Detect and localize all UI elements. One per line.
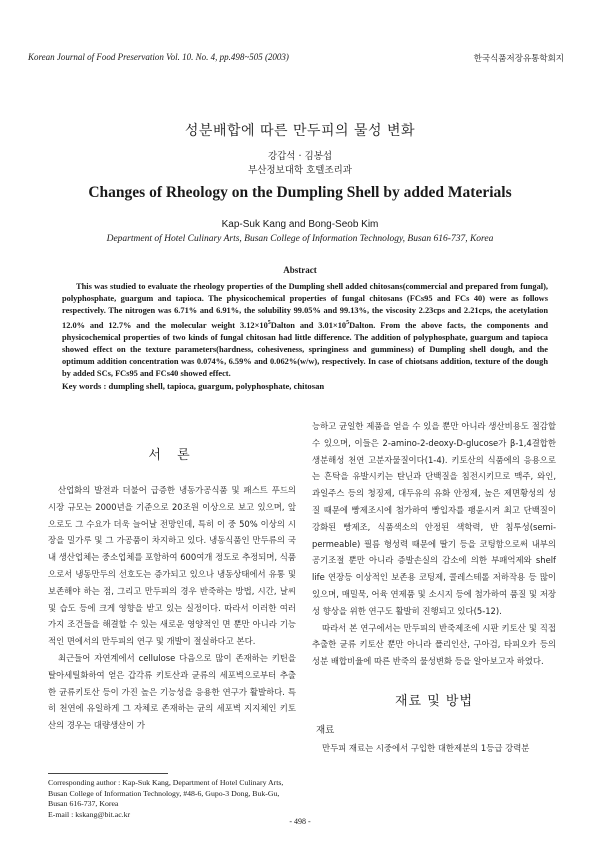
- authors-english: Kap-Suk Kang and Bong-Seob Kim: [221, 219, 379, 230]
- abstract-superscript: 5: [267, 320, 271, 327]
- paragraph: 산업화의 발전과 더불어 급증한 냉동가공식품 및 패스트 푸드의 시장 규모는 2000년을 기준으로 20조원 이상으로 보고 있으며, 앞으로도 그 수요가 더욱 늘어날 전망인데, 특히 이 중 50% 이상의 시장을 밀가루 및 그 가공품이 차지하고 있다. 냉동식품인 만두류의 국내 생산업체는 중소업체를 포함하여 600여개 정도로 추정되며, 식품으로서 냉동만두의 선호도는 증가되고 있으나 냉동상태에서 유통 및 보존해야 하는 점, 그리고 만두피의 경우 반죽하는 방법, 시간, 날씨 및 습도 등에 크게 영향을 받고 있는 실정이다. 따라서 이러한 여러 가지 조건들을 해결할 수 있는 새로운 영양적인 면 뿐만 아니라 기능적인 면에서의 만두피의 연구 및 개발이 절실하다고 본다.: [48, 485, 296, 647]
- footnote-divider: [48, 773, 168, 774]
- paragraph: 만두피 재료는 시중에서 구입한 대한제분의 1등급 강력분: [322, 743, 530, 753]
- paragraph: 따라서 본 연구에서는 만두피의 반죽제조에 시판 키토산 및 직접 추출한 균류 키토산 뿐만 아니라 폴리인산, 구아검, 타피오카 등의 성분 배합비율에 따른 반죽의 물성변화 등을 알아보고자 하였다.: [312, 622, 556, 667]
- paragraph: 능하고 균일한 제품을 얻을 수 있을 뿐만 아니라 생산비용도 절감할 수 있으며, 이들은 2-amino-2-deoxy-D-glucose가 β-1,4결합한 생분해성 천연 고분자물질이다(1-4). 키토산의 식품에의 응용으로는 흔탁을 유발시키는 탄닌과 단백질을 침전시키므로 맥주, 와인, 과일주스 등의 청징제, 대두유의 유화 안정제, 높은 제면황성의 성질 때문에 빵제조시에 첨가하여 빵입자를 팽윤시켜 최고 단백질이 강화된 빵제조, 식품색소의 안정된 색학력, 반 침투성(semi-permeable) 필름 형성력 때문에 딸기 등을 코팅함으로써 내부의 공기조절 뿐만 아니라 증발손실의 감소에 의한 부패억제와 shelf life 연장등 이상적인 보존용 코팅제, 콜레스테롤 저하작용 등 많이 있으며, 매밀묵, 어육 연제품 및 소시지 등에 첨가하여 품질 및 저장성 향상을 위한 연구도 활발히 진행되고 있다(5-12).: [312, 421, 556, 616]
- paragraph: 최근들어 자연계에서 cellulose 다음으로 많이 존재하는 키틴을 탈아세틸화하여 얻은 갑각류 키토산과 균류의 세포벽으로부터 추출한 균류키토산 등이 가진 높은 기능성을 응용한 연구가 활발하다. 특히 천연에 유일하게 그 자체로 존재하는 균의 세포벽 지지체인 키토산의 경우는 대량생산이 가: [48, 652, 296, 731]
- footnote-text: Corresponding author : Kap-Suk Kang, Department of Hotel Culinary Arts, Busan College of Information Technology, #48-6, Gupo-3 Dong, Buk-Gu, Busan 616-737, Korea: [48, 778, 284, 809]
- affiliation-english: Department of Hotel Culinary Arts, Busan College of Information Technology, Busan 616-737, Korea: [106, 234, 494, 244]
- title-korean: 성분배합에 따른 만두피의 물성 변화: [184, 123, 416, 139]
- abstract-text: [62, 281, 548, 381]
- title-english: Changes of Rheology on the Dumpling Shell by added Materials: [88, 184, 512, 201]
- abstract-text-part: This was studied to evaluate the rheology properties of the Dumpling shell added chitosans(commercial and prepared from fungal), polyphosphate, guargum and tapioca. The physicochemical properties of fungal chitosans (FCs95 and FCs 40) were as follows respectively. The nitrogen was 6.71% and 6.91%, the solubility 99.05% and 99.13%, the viscosity 2.23cps and 2.21cps, the acetylation 12.0% and 12.7% and the molecular weight 3.12×10: [62, 282, 548, 331]
- section-heading-methods: 재료 및 방법: [394, 694, 474, 709]
- authors-korean: 강갑석 · 김봉섭: [267, 151, 333, 162]
- section-heading-introduction: 서 론: [148, 448, 196, 463]
- methods-column: [312, 740, 556, 757]
- keywords: Key words : dumpling shell, tapioca, guargum, polyphosphate, chitosan: [62, 381, 325, 391]
- left-column: [48, 482, 296, 734]
- footnote-email: E-mail : kskang@bit.ac.kr: [48, 809, 131, 819]
- journal-citation: Korean Journal of Food Preservation Vol. 10. No. 4, pp.498~505 (2003): [28, 52, 289, 62]
- right-column: [312, 418, 556, 670]
- affiliation-korean: 부산정보대학 호텔조리과: [248, 165, 352, 176]
- abstract-text-part: Dalton. From the above facts, the components and physicochemical properties of two kinds of fungal chitosan had little difference. The addition of polyphosphate, guargum and tapioca showed effect on the texture parameters(hardness, cohesiveness, springiness and gumminess) of Dumpling shell dough, and the optimum addition concentration was 0.074%, 6.59% and 0.062%(w/w), respectively. In case of chiotsans addition, texture of the dough by added SCs, FCs95 and FCs40 showed effect.: [62, 321, 548, 379]
- abstract-superscript: 5: [346, 320, 350, 327]
- abstract-heading: Abstract: [283, 265, 317, 275]
- subsection-heading-materials: 재료: [316, 725, 335, 736]
- page-number: - 498 -: [289, 817, 311, 826]
- abstract-text-part: Dalton and 3.01×10: [270, 321, 347, 331]
- corresponding-author-footnote: [48, 778, 298, 820]
- society-name: 한국식품저장유통학회지: [473, 54, 564, 64]
